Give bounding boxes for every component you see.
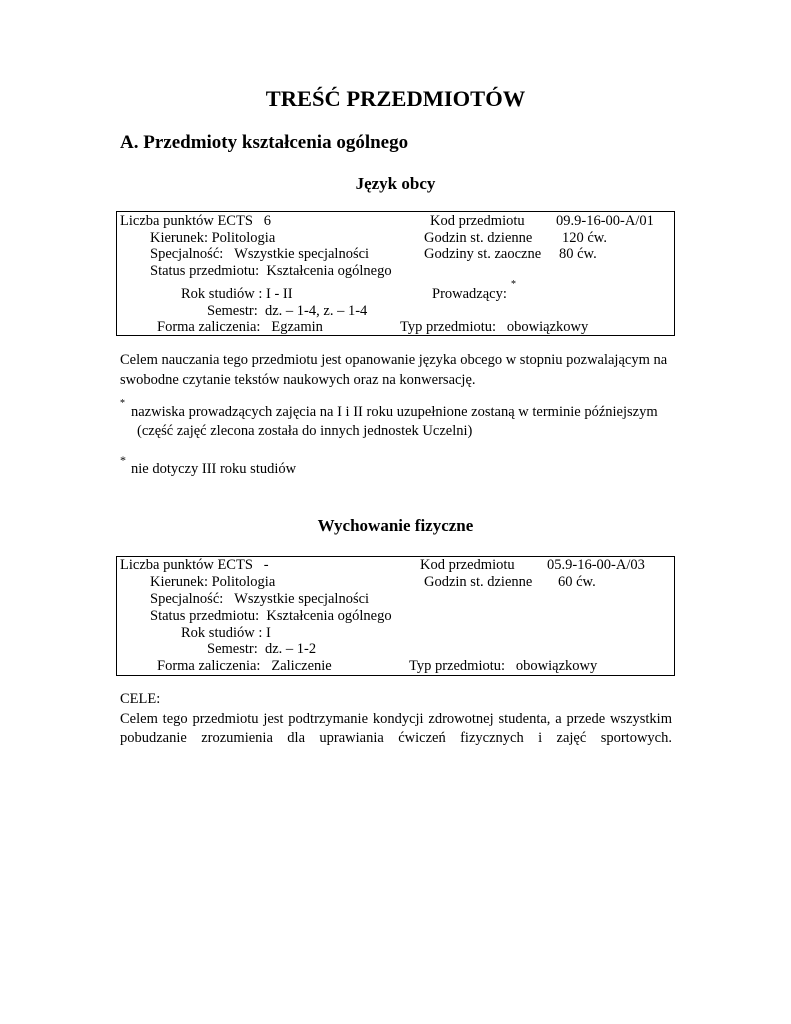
semestr-label: Semestr:	[207, 641, 258, 657]
subject1-rok	[181, 286, 293, 303]
forma-label: Forma zaliczenia:	[157, 658, 261, 674]
rok-label: Rok studiów :	[181, 286, 263, 302]
subject1-description: Celem nauczania tego przedmiotu jest opanowanie języka obcego w stopniu pozwalającym na swobodne czytanie tekstów naukowych oraz na konwersację.	[120, 352, 668, 388]
status-value: Kształcenia ogólnego	[266, 263, 392, 279]
subject1-ects	[120, 213, 271, 230]
semestr-value: dz. – 1-2	[265, 641, 317, 657]
typ-label: Typ przedmiotu:	[400, 319, 497, 335]
subject2-typ	[409, 658, 597, 675]
subject1-specjalnosc	[150, 246, 369, 263]
subject1-kod-value: 09.9-16-00-A/01	[556, 213, 654, 229]
subject1-semestr	[207, 303, 367, 320]
subject1-godzin-dzienne-value: 120 ćw.	[562, 230, 607, 246]
subject2-kod-label: Kod przedmiotu	[420, 557, 515, 573]
subject1-kod-label: Kod przedmiotu	[430, 213, 525, 229]
subject2-forma	[157, 658, 332, 675]
kierunek-label: Kierunek:	[150, 574, 208, 590]
specjalnosc-value: Wszystkie specjalności	[234, 246, 370, 262]
prowadzacy-asterisk: *	[511, 279, 516, 290]
footnote2-asterisk: *	[120, 453, 126, 467]
kierunek-value: Politologia	[211, 574, 276, 590]
subject1-title: Język obcy	[355, 174, 436, 193]
subject1-kierunek	[150, 230, 275, 247]
subject2-title: Wychowanie fizyczne	[317, 516, 474, 535]
status-value: Kształcenia ogólnego	[266, 608, 392, 624]
typ-value: obowiązkowy	[506, 319, 589, 335]
footnote1-line2: (część zajęć zlecona została do innych jednostek Uczelni)	[137, 423, 473, 439]
subject2-godzin-dzienne-label: Godzin st. dzienne	[424, 574, 533, 590]
subject2-description-line1: Celem tego przedmiotu jest podtrzymanie kondycji zdrowotnej studenta, a przede wszystkim	[120, 711, 672, 727]
forma-value: Egzamin	[271, 319, 323, 335]
subject2-kod-value: 05.9-16-00-A/03	[547, 557, 645, 573]
subject2-specjalnosc	[150, 591, 369, 608]
page-title: TREŚĆ PRZEDMIOTÓW	[265, 86, 526, 111]
rok-label: Rok studiów :	[181, 625, 263, 641]
semestr-label: Semestr:	[207, 303, 258, 319]
subject1-prowadzacy-label: Prowadzący:	[432, 286, 507, 302]
forma-label: Forma zaliczenia:	[157, 319, 261, 335]
typ-label: Typ przedmiotu:	[409, 658, 506, 674]
specjalnosc-value: Wszystkie specjalności	[234, 591, 370, 607]
footnote2-text: nie dotyczy III roku studiów	[131, 461, 297, 477]
subject1-forma	[157, 319, 323, 336]
status-label: Status przedmiotu:	[150, 608, 260, 624]
specjalnosc-label: Specjalność:	[150, 246, 224, 262]
ects-value: 6	[263, 213, 272, 229]
subject2-rok	[181, 625, 271, 642]
rok-value: I - II	[266, 286, 293, 302]
rok-value: I	[266, 625, 271, 641]
footnote1-line1: nazwiska prowadzących zajęcia na I i II roku uzupełnione zostaną w terminie późniejszym	[131, 404, 658, 420]
subject2-status	[150, 608, 392, 625]
subject2-kierunek	[150, 574, 275, 591]
subject1-godziny-zaoczne-value: 80 ćw.	[559, 246, 597, 262]
subject2-cele-label: CELE:	[120, 691, 161, 707]
subject1-godziny-zaoczne-label: Godziny st. zaoczne	[424, 246, 542, 262]
forma-value: Zaliczenie	[271, 658, 332, 674]
subject1-typ	[400, 319, 588, 336]
subject2-description-line2: pobudzanie zrozumienia dla uprawiania ćwiczeń fizycznych i zajęć sportowych.	[120, 730, 672, 746]
typ-value: obowiązkowy	[515, 658, 598, 674]
subject2-semestr	[207, 641, 316, 658]
section-heading: A. Przedmioty kształcenia ogólnego	[120, 132, 409, 153]
subject1-status	[150, 263, 392, 280]
semestr-value: dz. – 1-4, z. – 1-4	[265, 303, 368, 319]
footnote1-asterisk: *	[120, 398, 125, 409]
ects-label: Liczba punktów ECTS	[120, 213, 253, 229]
subject1-godzin-dzienne-label: Godzin st. dzienne	[424, 230, 533, 246]
subject2-godzin-dzienne-value: 60 ćw.	[558, 574, 596, 590]
ects-value: -	[263, 557, 269, 573]
subject2-ects	[120, 557, 269, 574]
kierunek-value: Politologia	[211, 230, 276, 246]
kierunek-label: Kierunek:	[150, 230, 208, 246]
status-label: Status przedmiotu:	[150, 263, 260, 279]
specjalnosc-label: Specjalność:	[150, 591, 224, 607]
ects-label: Liczba punktów ECTS	[120, 557, 253, 573]
